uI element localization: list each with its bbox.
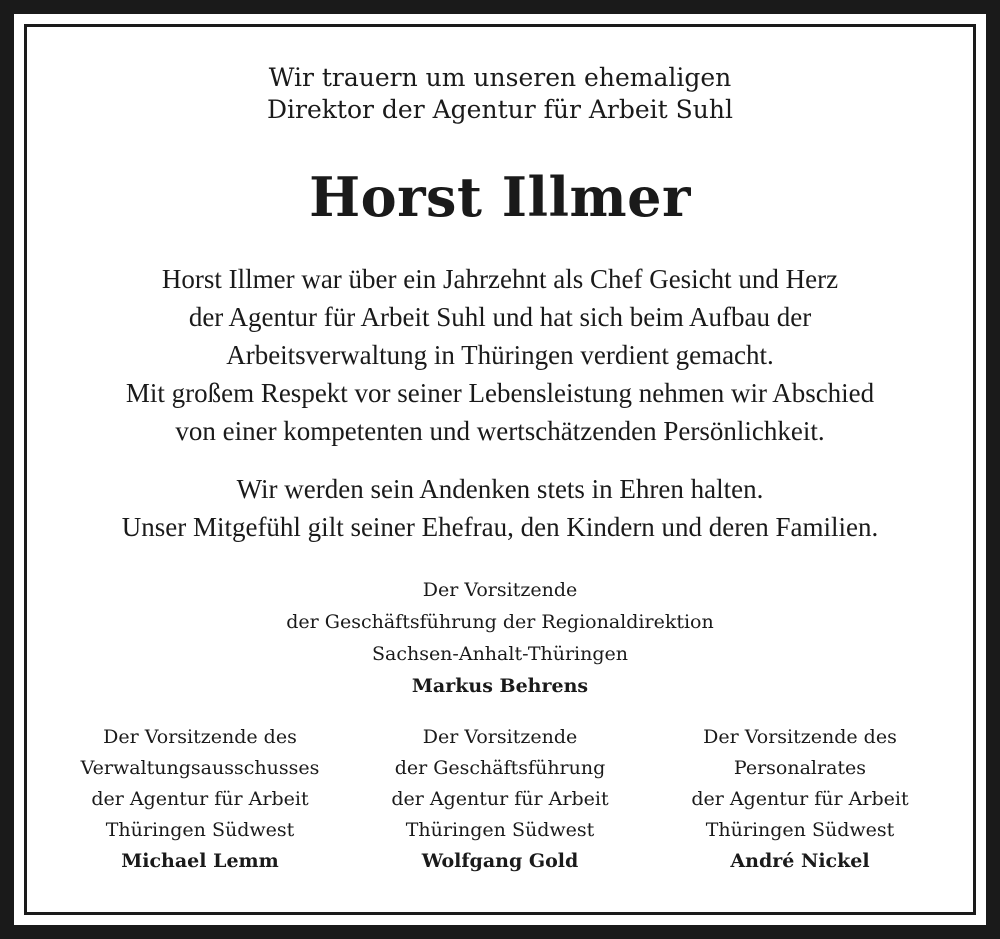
signatory-title: Der Vorsitzende des bbox=[103, 726, 297, 748]
signatory-name: Wolfgang Gold bbox=[421, 850, 579, 872]
intro-text bbox=[0, 62, 1000, 126]
main-signatory-title: Der Vorsitzende bbox=[422, 579, 578, 601]
tribute-line: Horst Illmer war über ein Jahrzehnt als Chef Gesicht und Herz bbox=[161, 264, 839, 294]
signatory-name: André Nickel bbox=[730, 850, 870, 872]
main-signatory bbox=[0, 574, 1000, 702]
signatory-title: Der Vorsitzende bbox=[422, 726, 578, 748]
signatory-title: Thüringen Südwest bbox=[705, 819, 895, 841]
main-signatory-name: Markus Behrens bbox=[411, 675, 589, 697]
tribute-line: Mit großem Respekt vor seiner Lebensleistung nehmen wir Abschied bbox=[125, 378, 875, 408]
intro-line-2: Direktor der Agentur für Arbeit Suhl bbox=[267, 95, 733, 124]
signatory-title: Thüringen Südwest bbox=[405, 819, 595, 841]
signatory-title: Der Vorsitzende des bbox=[703, 726, 897, 748]
signatory-title: Thüringen Südwest bbox=[105, 819, 295, 841]
signatory-title: der Agentur für Arbeit bbox=[691, 788, 909, 810]
signatory-title: der Agentur für Arbeit bbox=[391, 788, 609, 810]
deceased-name: Horst Illmer bbox=[309, 165, 691, 229]
tribute-line: von einer kompetenten und wertschätzenden Persönlichkeit. bbox=[175, 416, 825, 446]
main-signatory-title: der Geschäftsführung der Regionaldirektion bbox=[286, 611, 714, 633]
signatory-title: der Geschäftsführung bbox=[394, 757, 606, 779]
signatory-left bbox=[50, 722, 350, 877]
tribute-line: der Agentur für Arbeit Suhl und hat sich beim Aufbau der bbox=[188, 302, 812, 332]
intro-line-1: Wir trauern um unseren ehemaligen bbox=[268, 63, 732, 92]
remembrance-line: Wir werden sein Andenken stets in Ehren halten. bbox=[236, 474, 764, 504]
signatory-right bbox=[650, 722, 950, 877]
main-signatory-title: Sachsen-Anhalt-Thüringen bbox=[371, 643, 629, 665]
signatory-name: Michael Lemm bbox=[121, 850, 279, 872]
signatory-middle bbox=[350, 722, 650, 877]
signatory-title: Verwaltungsausschusses bbox=[80, 757, 320, 779]
tribute-line: Arbeitsverwaltung in Thüringen verdient gemacht. bbox=[226, 340, 774, 370]
remembrance-paragraph bbox=[0, 470, 1000, 546]
tribute-paragraph bbox=[0, 260, 1000, 450]
remembrance-line: Unser Mitgefühl gilt seiner Ehefrau, den Kindern und deren Familien. bbox=[121, 512, 879, 542]
signatory-title: der Agentur für Arbeit bbox=[91, 788, 309, 810]
signatory-title: Personalrates bbox=[733, 757, 867, 779]
